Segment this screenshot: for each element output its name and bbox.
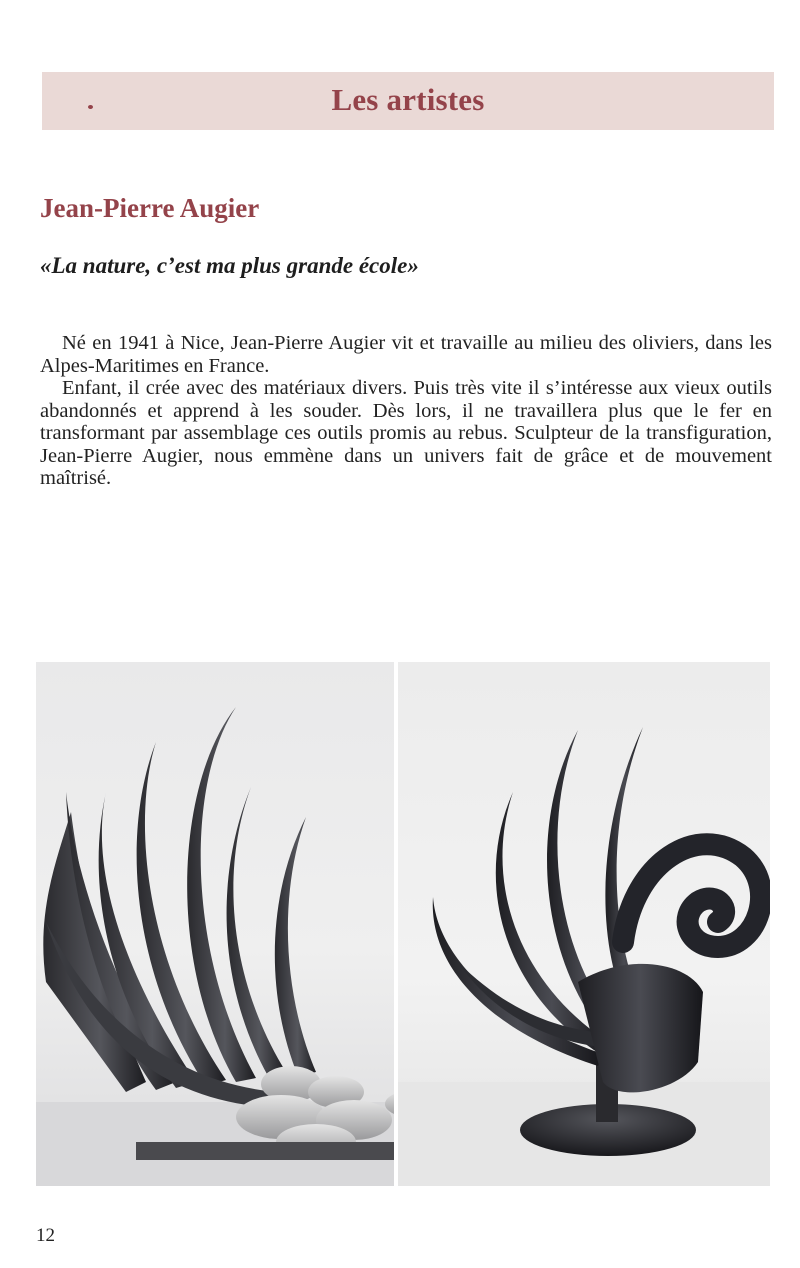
bio-paragraph-1: Né en 1941 à Nice, Jean-Pierre Augier vit et travaille au milieu des oliviers, dans les Alpes-Maritimes en France. xyxy=(40,332,772,377)
page-number: 12 xyxy=(36,1225,55,1246)
artist-name: Jean-Pierre Augier xyxy=(40,193,260,223)
sculpture-fan-illustration xyxy=(36,662,394,1186)
sculpture-photo-fan xyxy=(36,662,394,1186)
section-banner xyxy=(42,72,774,130)
section-title: Les artistes xyxy=(331,82,485,117)
bio-paragraph-2: Enfant, il crée avec des matériaux divers. Puis très vite il s’intéresse aux vieux outils abandonnés et apprend à les souder. Dès lors, il ne travaillera plus que le fer en transformant par assemblage ces outils promis au rebus. Sculpteur de la transfiguration, Jean-Pierre Augier, nous emmène dans un univers fait de grâce et de mouvement maîtrisé. xyxy=(40,377,772,489)
banner-dot xyxy=(88,105,93,109)
artist-biography xyxy=(40,332,772,490)
sculpture-photo-scroll xyxy=(398,662,770,1186)
artist-quote: «La nature, c’est ma plus grande école» xyxy=(40,253,419,278)
sculpture-scroll-illustration xyxy=(398,662,770,1186)
